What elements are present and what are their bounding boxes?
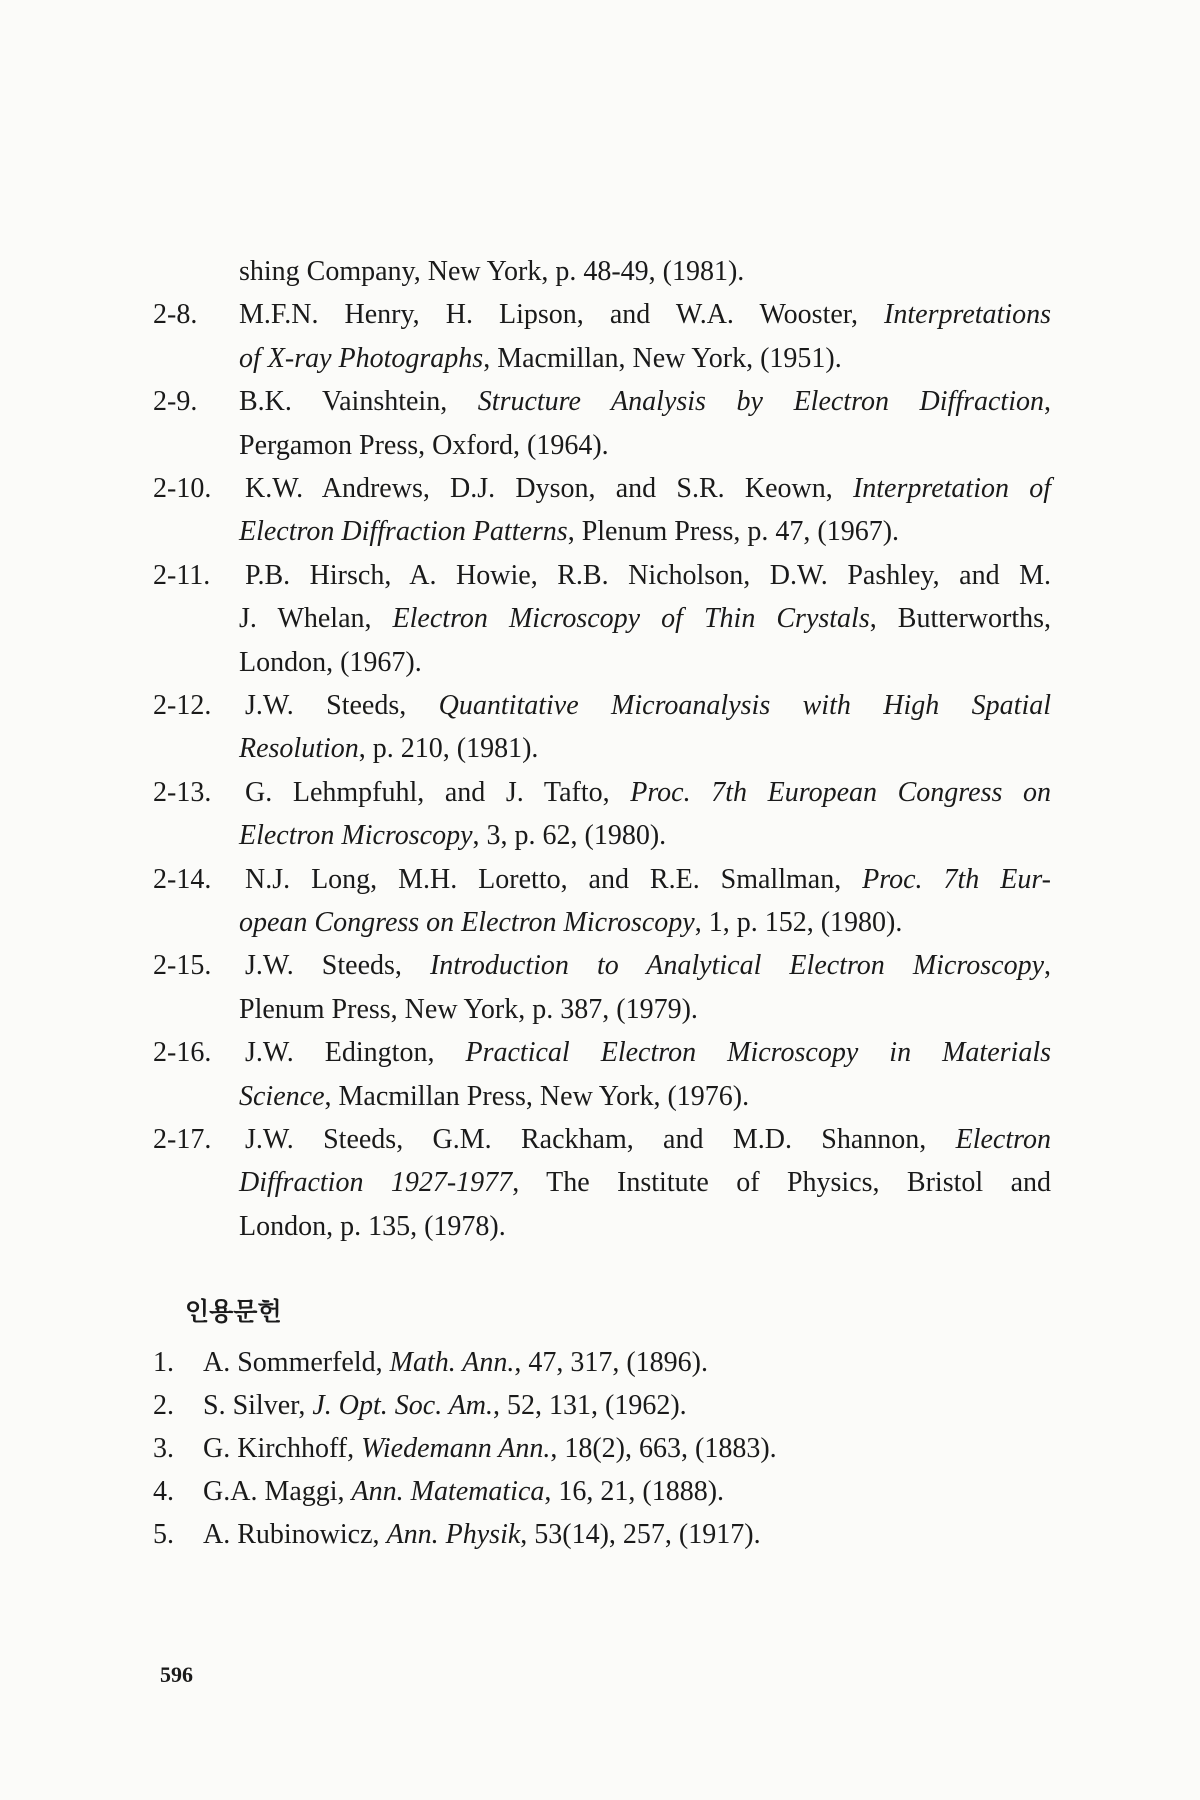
reference-line — [245, 472, 1051, 506]
reference-segment: M.F.N. Henry, H. Lipson, and W.A. Wooster, — [239, 299, 885, 331]
reference-segment: of X-ray Photographs — [239, 342, 484, 374]
page-number: 596 — [160, 1662, 193, 1687]
reference-segment: Proc. 7th Eur- — [862, 863, 1051, 895]
citation-segment: A. Rubinowicz, — [203, 1519, 387, 1550]
reference-segment: Pergamon Press, Oxford, (1964). — [239, 429, 609, 461]
citation-text — [203, 1389, 687, 1423]
citation-segment: A. Sommerfeld, — [203, 1347, 390, 1378]
reference-segment: G. Lehmpfuhl, and J. Tafto, — [245, 776, 631, 808]
reference-segment: Electron — [955, 1124, 1051, 1155]
reference-line — [239, 993, 1051, 1027]
reference-number: 2-13. — [153, 776, 212, 808]
citation-text — [203, 1346, 708, 1380]
reference-line — [245, 1036, 1051, 1070]
reference-line — [245, 689, 1051, 723]
reference-line — [239, 906, 1051, 940]
reference-line — [239, 1210, 1051, 1244]
reference-line — [239, 819, 1051, 853]
citation-number: 4. — [153, 1476, 174, 1507]
reference-number: 2-10. — [153, 473, 212, 504]
citation-text — [203, 1432, 777, 1466]
reference-line — [239, 385, 1051, 419]
reference-segment: , Macmillan, New York, (1951). — [483, 342, 842, 374]
reference-segment: J.W. Steeds, G.M. Rackham, and M.D. Shannon, — [245, 1124, 956, 1155]
reference-segment: J. Whelan, — [239, 603, 393, 635]
reference-segment: shing Company, New York, p. 48-49, (1981). — [239, 256, 745, 287]
reference-segment: London, (1967). — [239, 646, 422, 678]
reference-number: 2-12. — [153, 690, 212, 721]
reference-segment: B.K. Vainshtein, — [239, 386, 478, 418]
reference-segment: , 3, p. 62, (1980). — [472, 820, 667, 852]
reference-segment: , 1, p. 152, (1980). — [694, 907, 903, 938]
reference-number: 2-14. — [153, 863, 212, 895]
citations-heading: 인용문헌 — [185, 1297, 282, 1326]
reference-segment: , Plenum Press, p. 47, (1967). — [567, 516, 900, 548]
citation-text — [203, 1518, 761, 1552]
reference-number: 2-8. — [153, 299, 198, 331]
reference-segment: J.W. Edington, — [245, 1037, 466, 1069]
reference-segment: , — [1043, 386, 1051, 418]
reference-line — [239, 255, 1051, 289]
reference-segment: Introduction to Analytical Electron Microscopy — [429, 950, 1044, 982]
citation-segment: Ann. Matematica — [351, 1476, 545, 1507]
reference-segment: Structure Analysis by Electron Diffraction — [477, 386, 1044, 418]
citation-segment: Math. Ann. — [389, 1347, 515, 1378]
reference-segment: Science — [239, 1080, 325, 1112]
reference-number: 2-16. — [153, 1037, 212, 1069]
reference-segment: London, p. 135, (1978). — [239, 1210, 506, 1242]
reference-segment: Resolution — [239, 733, 359, 765]
reference-line — [239, 646, 1051, 680]
reference-segment: P.B. Hirsch, A. Howie, R.B. Nicholson, D.W. Pashley, and M. — [245, 559, 1051, 591]
reference-line — [239, 298, 1051, 332]
reference-segment: Electron Microscopy — [239, 820, 473, 852]
reference-line — [239, 515, 1051, 549]
citation-segment: , 47, 317, (1896). — [514, 1347, 708, 1378]
citation-segment: J. Opt. Soc. Am. — [312, 1390, 494, 1421]
reference-line — [239, 342, 1051, 376]
citation-segment: Wiedemann Ann. — [361, 1433, 551, 1464]
reference-segment: Interpretations — [884, 299, 1051, 331]
citation-number: 5. — [153, 1519, 174, 1550]
citation-number: 1. — [153, 1347, 174, 1378]
reference-segment: opean Congress on Electron Microscopy — [239, 907, 695, 938]
reference-segment: , Macmillan Press, New York, (1976). — [324, 1080, 750, 1112]
citation-segment: G. Kirchhoff, — [203, 1433, 362, 1464]
reference-number: 2-9. — [153, 386, 198, 418]
reference-line — [245, 1123, 1051, 1157]
reference-line — [239, 1166, 1051, 1200]
citation-segment: , 16, 21, (1888). — [544, 1476, 725, 1507]
citation-segment: , 52, 131, (1962). — [493, 1390, 687, 1421]
reference-segment: , p. 210, (1981). — [358, 733, 539, 765]
reference-segment: N.J. Long, M.H. Loretto, and R.E. Smallman, — [245, 863, 863, 895]
reference-segment: , The Institute of Physics, Bristol and — [512, 1167, 1052, 1199]
reference-line — [239, 1080, 1051, 1114]
reference-segment: K.W. Andrews, D.J. Dyson, and S.R. Keown, — [245, 473, 853, 504]
reference-segment: Electron Diffraction Patterns — [239, 516, 568, 548]
reference-line — [239, 732, 1051, 766]
reference-line — [239, 602, 1051, 636]
citation-segment: , 18(2), 663, (1883). — [550, 1433, 777, 1464]
reference-line — [245, 776, 1051, 810]
citation-number: 2. — [153, 1390, 174, 1421]
reference-segment: Electron Microscopy of Thin Crystals — [392, 603, 870, 635]
reference-segment: Quantitative Microanalysis with High Spatial — [438, 690, 1051, 721]
reference-segment: J.W. Steeds, — [245, 690, 439, 721]
reference-line — [245, 863, 1051, 897]
citation-text — [203, 1475, 724, 1509]
citation-segment: G.A. Maggi, — [203, 1476, 352, 1507]
reference-line — [245, 949, 1051, 983]
reference-segment: Proc. 7th European Congress on — [630, 776, 1051, 808]
reference-segment: Diffraction 1927-1977 — [239, 1167, 513, 1199]
citation-number: 3. — [153, 1433, 174, 1464]
reference-number: 2-11. — [153, 559, 211, 591]
reference-segment: Plenum Press, New York, p. 387, (1979). — [239, 993, 698, 1025]
reference-number: 2-17. — [153, 1124, 212, 1155]
reference-line — [239, 429, 1051, 463]
reference-number: 2-15. — [153, 950, 212, 982]
reference-segment: Interpretation of — [852, 473, 1051, 504]
citation-segment: , 53(14), 257, (1917). — [520, 1519, 761, 1550]
reference-segment: , — [1044, 950, 1051, 982]
citation-segment: S. Silver, — [203, 1390, 313, 1421]
reference-line — [245, 559, 1051, 593]
reference-segment: J.W. Steeds, — [245, 950, 430, 982]
reference-segment: Practical Electron Microscopy in Materials — [465, 1037, 1051, 1069]
citation-segment: Ann. Physik — [386, 1519, 521, 1550]
reference-segment: , Butterworths, — [869, 603, 1051, 635]
